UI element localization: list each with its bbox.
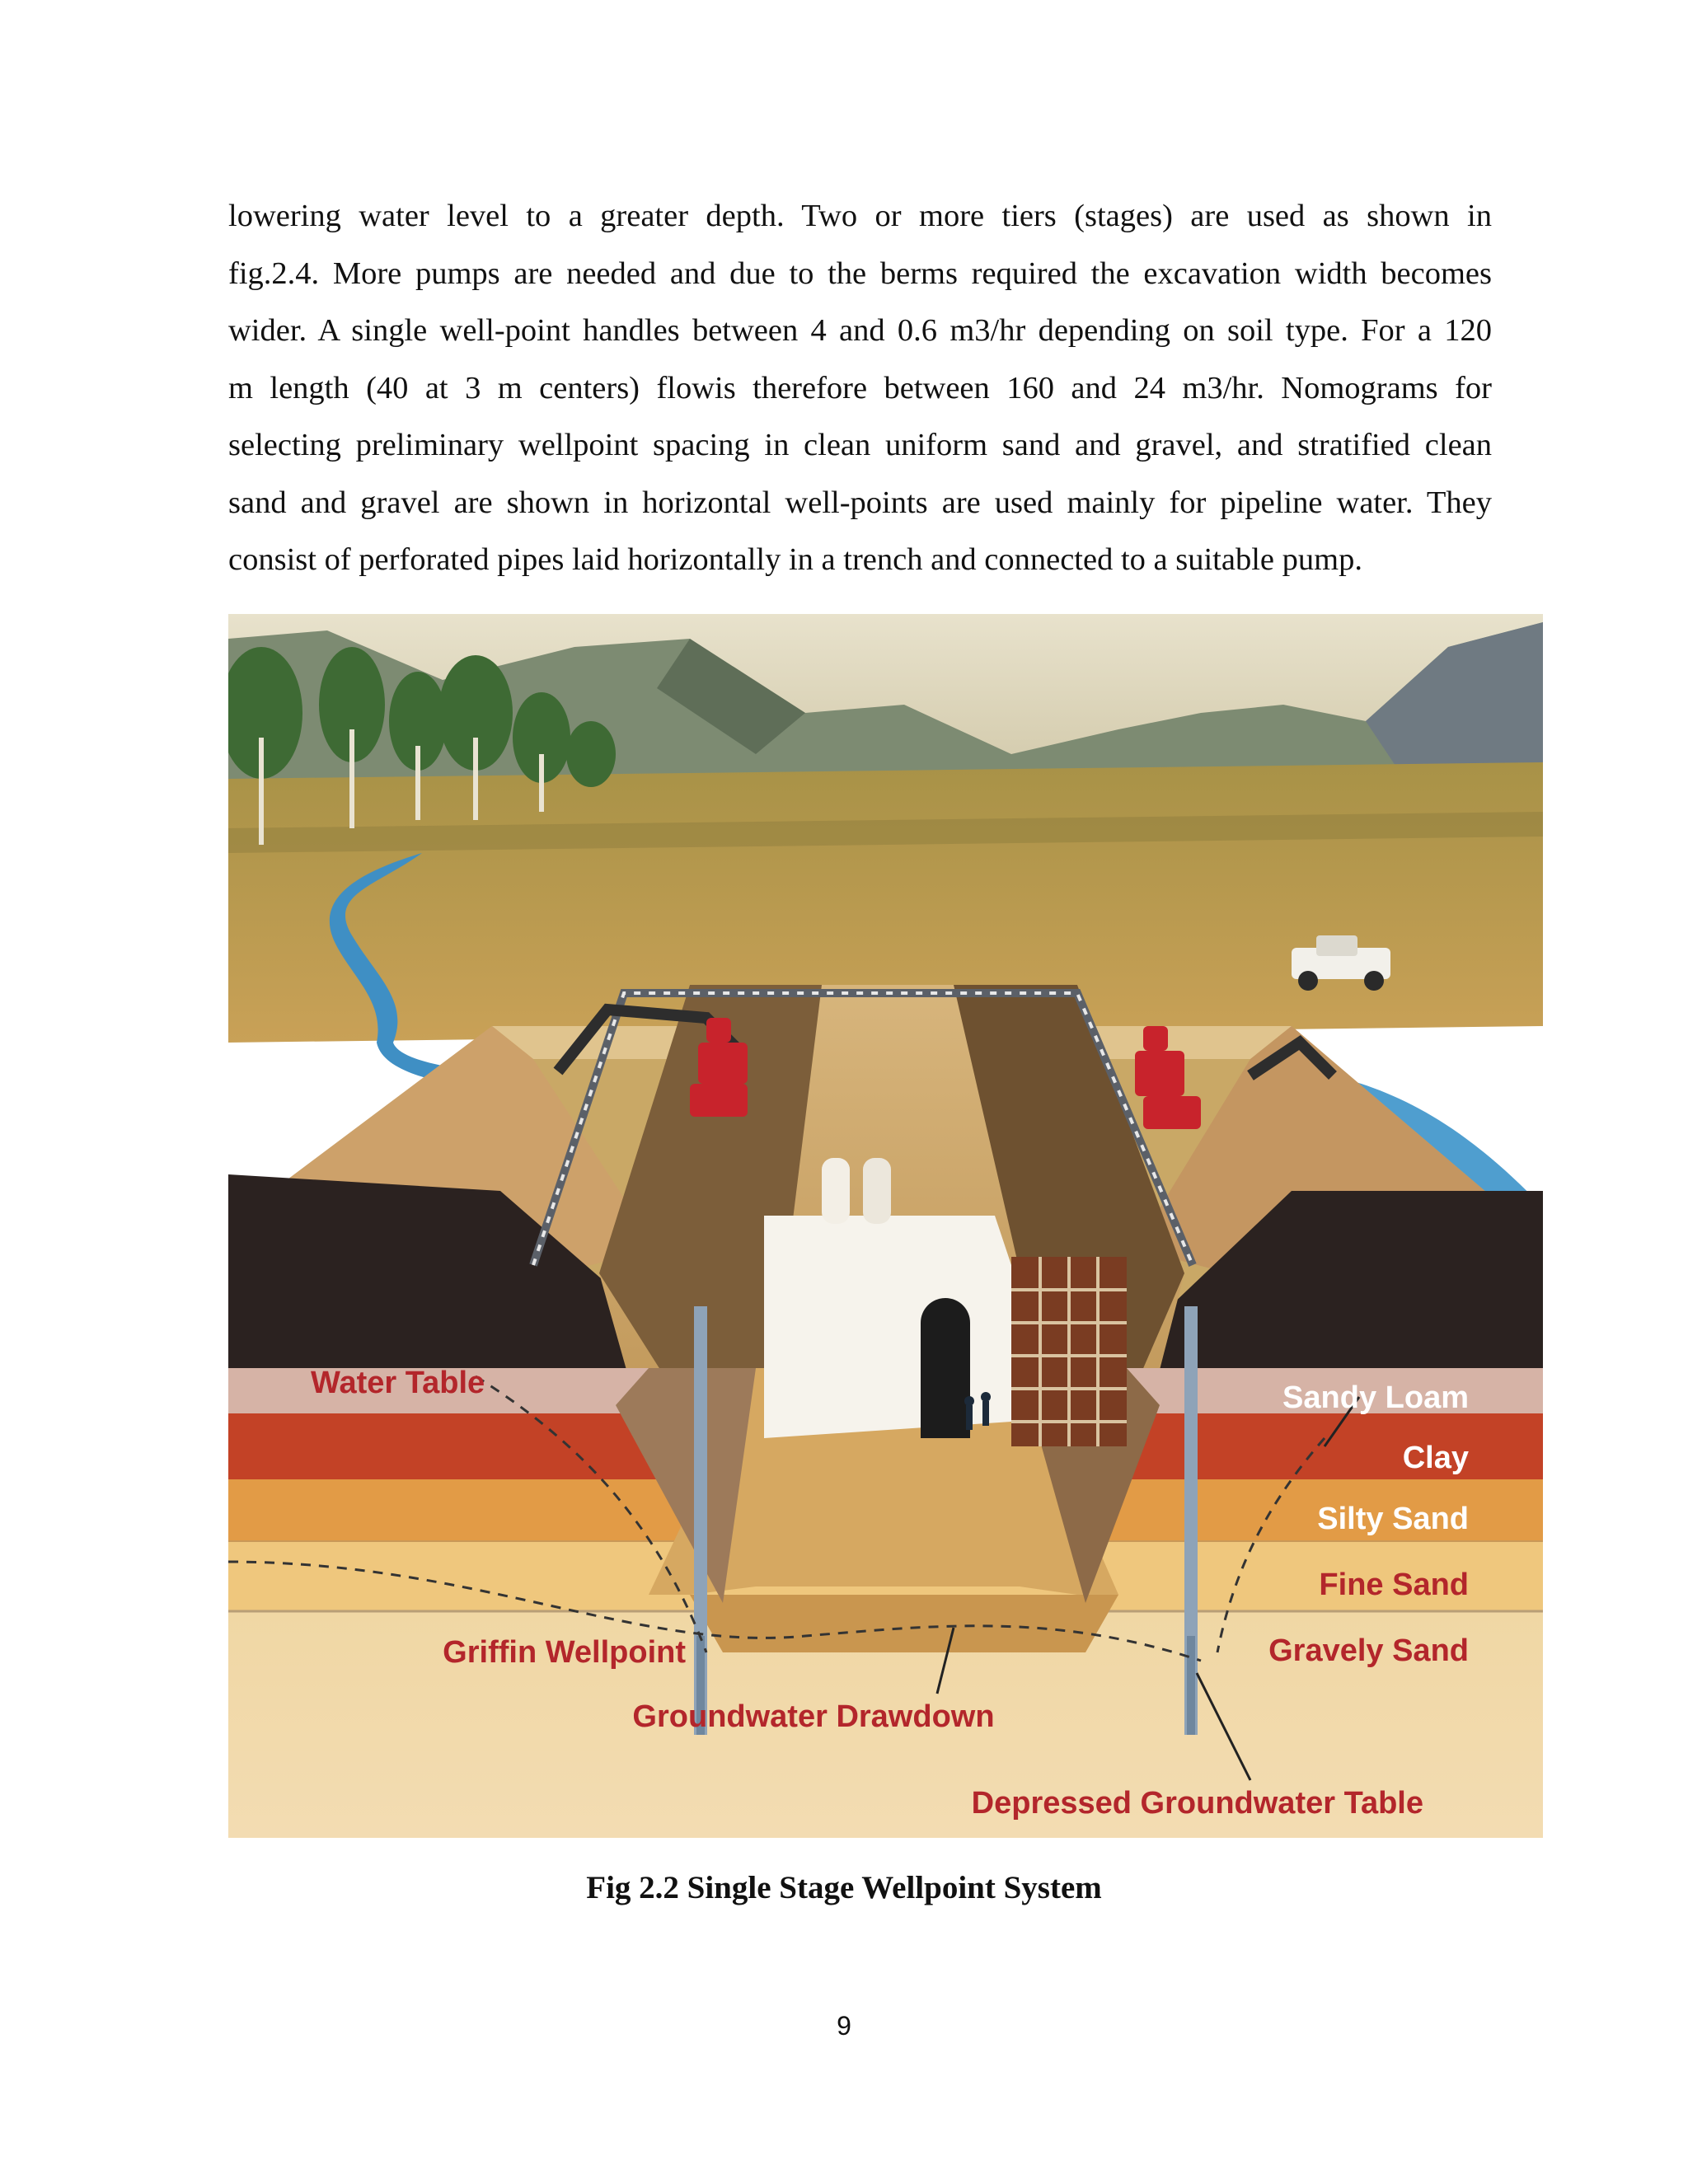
paragraph-line: wider. A single well-point handles between 4 and 0.6 m3/hr depending on soil type. For a 120 xyxy=(228,313,1492,348)
paragraph-line: selecting preliminary wellpoint spacing in clean uniform sand and gravel, and stratified clean xyxy=(228,428,1492,462)
paragraph-line: fig.2.4. More pumps are needed and due to the berms required the excavation width becomes xyxy=(228,255,1492,291)
paragraph-line: consist of perforated pipes laid horizontally in a trench and connected to a suitable pump. xyxy=(228,542,1362,577)
wellpoint-system-illustration xyxy=(228,614,1543,1838)
label-clay: Clay xyxy=(1402,1441,1469,1475)
label-depressed-groundwater-table: Depressed Groundwater Table xyxy=(971,1786,1423,1821)
paragraph-line: m length (40 at 3 m centers) flowis therefore between 160 and 24 m3/hr. Nomograms for xyxy=(228,370,1492,405)
paragraph-line: lowering water level to a greater depth. Two or more tiers (stages) are used as shown in xyxy=(228,199,1492,233)
label-sandy-loam: Sandy Loam xyxy=(1282,1380,1469,1415)
label-groundwater-drawdown: Groundwater Drawdown xyxy=(632,1699,995,1734)
page-number: 9 xyxy=(837,2011,851,2041)
label-gravely-sand: Gravely Sand xyxy=(1268,1633,1469,1668)
label-fine-sand: Fine Sand xyxy=(1319,1568,1469,1602)
label-water-table: Water Table xyxy=(311,1366,485,1400)
body-paragraph xyxy=(228,188,1492,589)
left-wellpoint xyxy=(694,1306,707,1735)
figure-caption: Fig 2.2 Single Stage Wellpoint System xyxy=(586,1870,1102,1905)
label-silty-sand: Silty Sand xyxy=(1317,1502,1469,1536)
paragraph-line: sand and gravel are shown in horizontal well-points are used mainly for pipeline water. They xyxy=(228,485,1492,520)
right-wellpoint xyxy=(1184,1306,1198,1735)
label-griffin-wellpoint: Griffin Wellpoint xyxy=(443,1635,686,1670)
